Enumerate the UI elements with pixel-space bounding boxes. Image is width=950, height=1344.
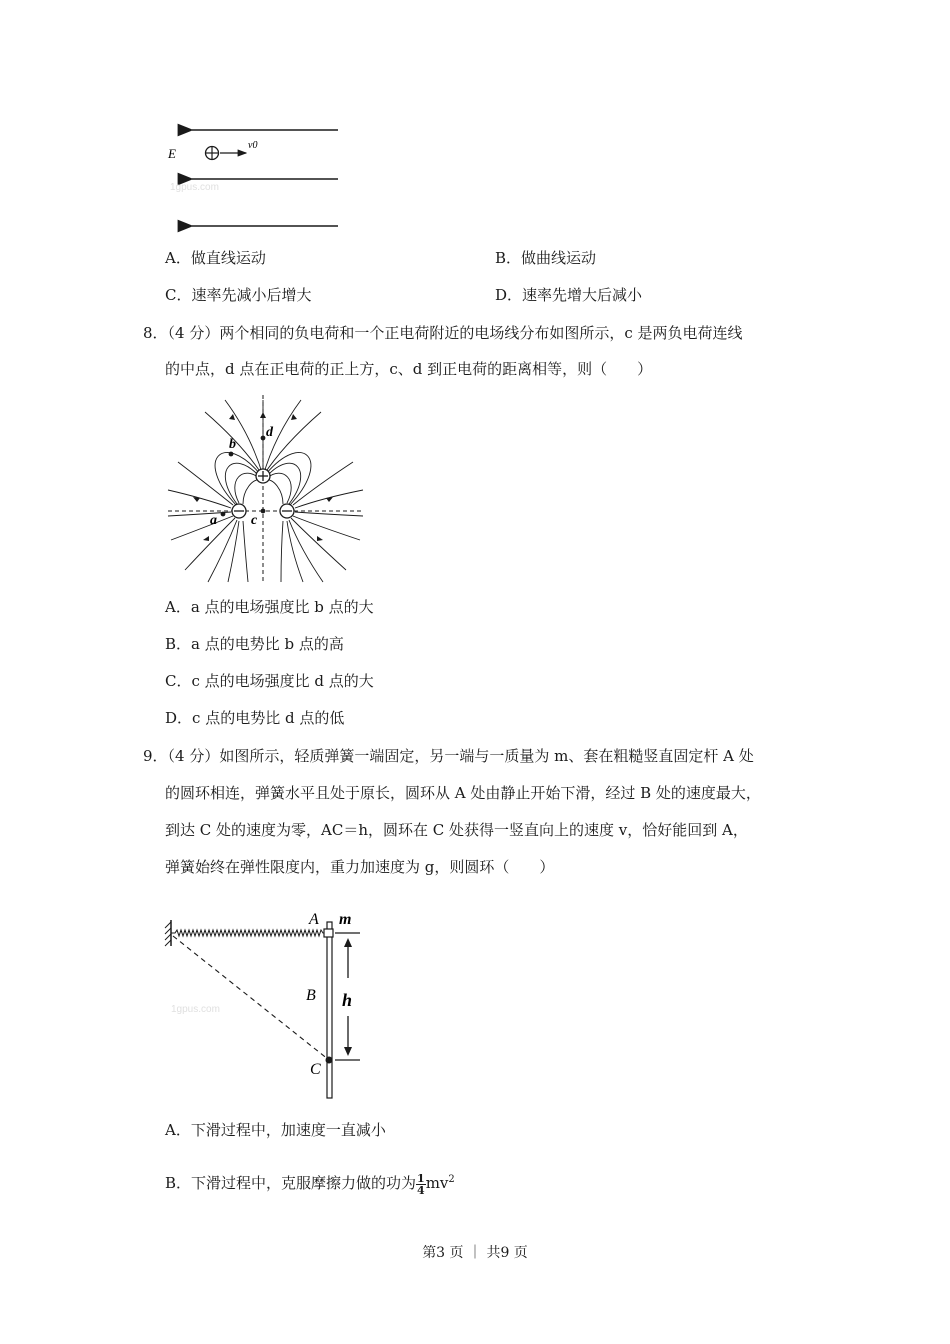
q7-option-a: A．做直线运动 [165, 249, 266, 267]
q7-option-c: C．速率先减小后增大 [165, 286, 312, 304]
q7-option-d: D．速率先增大后减小 [495, 286, 643, 304]
q9-option-b-text: B．下滑过程中，克服摩擦力做的功为 [165, 1174, 417, 1192]
watermark: 1gpus.com [171, 1004, 220, 1015]
q8-option-c: C．c 点的电场强度比 d 点的大 [165, 672, 374, 690]
page-footer: 第3 页 ｜ 共9 页 [422, 1245, 528, 1261]
label-C: C [310, 1061, 321, 1078]
negative-charge-right-icon [280, 504, 294, 518]
q7-electric-field-figure [160, 118, 350, 238]
q8-option-d: D．c 点的电势比 d 点的低 [165, 709, 345, 727]
negative-charge-left-icon [232, 504, 246, 518]
q9-stem-line2: 的圆环相连，弹簧水平且处于原长，圆环从 A 处由静止开始下滑，经过 B 处的速度最大， [165, 784, 761, 802]
q9-stem-line1: 9．（4 分）如图所示，轻质弹簧一端固定，另一端与一质量为 m、套在粗糙竖直固定杆 A 处 [143, 747, 754, 765]
q8-stem-line2: 的中点，d 点在正电荷的正上方，c、d 到正电荷的距离相等，则（ ） [165, 360, 653, 378]
field-label-E: E [168, 146, 176, 161]
label-B: B [306, 987, 316, 1004]
q9-option-b: B．下滑过程中，克服摩擦力做的功为 $\frac{1}{4}$ $mv^2$ [165, 1171, 455, 1197]
q9-stem-line4: 弹簧始终在弹性限度内，重力加速度为 g，则圆环（ ） [165, 858, 555, 876]
point-label-b: b [229, 437, 236, 452]
q8-field-lines-figure [163, 390, 368, 585]
q9-stem-line3: 到达 C 处的速度为零，AC＝h，圆环在 C 处获得一竖直向上的速度 v，恰好能回到 A， [165, 821, 748, 839]
label-h: h [342, 990, 353, 1010]
q8-option-b: B．a 点的电势比 b 点的高 [165, 635, 344, 653]
q8-option-a: A．a 点的电场强度比 b 点的大 [165, 598, 374, 616]
fraction: $\frac{1}{4}$ [417, 1171, 425, 1197]
velocity-label: v0 [248, 140, 258, 151]
q8-stem-line1: 8．（4 分）两个相同的负电荷和一个正电荷附近的电场线分布如图所示，c 是两负电荷连线 [143, 324, 743, 342]
q9-spring-rod-figure [163, 900, 373, 1100]
q9-option-a: A．下滑过程中，加速度一直减小 [165, 1121, 386, 1139]
label-m: m [339, 911, 352, 928]
spring [171, 930, 327, 936]
vertical-rod [327, 922, 332, 1098]
label-A: A [309, 911, 319, 928]
ring [324, 929, 333, 937]
point-label-a: a [210, 513, 217, 528]
watermark: 1gpus.com [170, 182, 219, 193]
point-label-d: d [266, 425, 273, 440]
q7-option-b: B．做曲线运动 [495, 249, 597, 267]
positive-charge-icon [206, 147, 219, 160]
point-label-c: c [251, 513, 258, 528]
positive-charge-icon [256, 469, 270, 483]
